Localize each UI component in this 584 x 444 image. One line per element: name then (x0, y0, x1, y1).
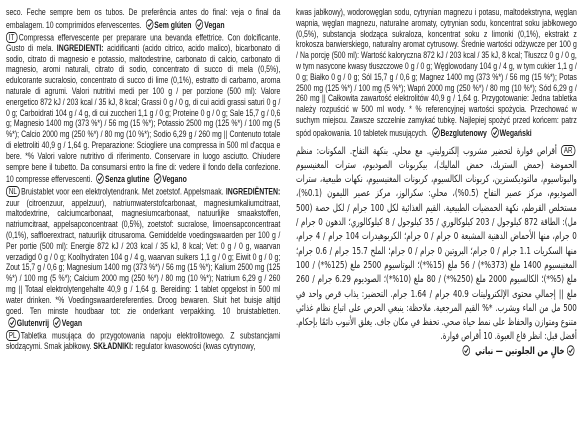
check-circle-icon (96, 173, 104, 184)
it-ingredients-label: INGREDIENTI: (56, 42, 104, 54)
check-circle-icon (491, 127, 499, 138)
pl-section-start (6, 330, 280, 353)
pt-gluten-free: Sem glúten (154, 19, 192, 31)
it-ingredients: acidificanti (acido citrico, acido malico), bicarbonato di sodio, citrato di magnesio e potassio, maltodestrine, carbonato di calcio, carbonato di magnesio, aromi naturali, citrato di sodio, concentrato di succo di mela (0,5%), edulcorante sucralosio, concentrato di succo di lime (0,1%), estratto di carbamo, aroma naturale di agrumi. Valori nutritivi medi per 100 g / per porzione (500 ml): Valore energetico 872 kJ / 203 kcal / 35 kJ, 8 kcal; Grassi 0 g / 0 g, di cui acidi grassi saturi 0 g / 0 g; Carboidrati 104 g / 4 g, di cui zuccheri 1,1 g / 0 g; Proteine 0 g / 0 g; Sale 15,7 g / 0,6 g; Magnesio 1400 mg (373 %*) / 56 mg (15 %*); Potassio 2500 mg (125 %*) / 100 mg (5 %*); Calcio 2000 mg (250 %*) / 80 mg (10 %*); Sodio 6,29 g / 260 mg || Contenuto totale di elettroliti 40,9 g / 1,64 g. Preparazione: Sciogliere una compressa in 500 ml d'acqua e bere. *% Valori valore nutritivo di riferimento. Conservare in luogo asciutto. Chiudere sempre bene il tubetto. Da consumarsi entro la fine di: vedere il fondo della confezione. 10 compresse effervescenti. (6, 42, 281, 186)
it-badges (94, 174, 187, 185)
check-circle-icon (154, 173, 162, 184)
nl-gluten-free: Glutenvrij (16, 318, 50, 330)
it-section (6, 32, 280, 187)
pl-badges (430, 128, 532, 139)
nl-vegan: Vegan (61, 318, 83, 330)
nl-badges (6, 318, 82, 329)
check-circle-icon (567, 345, 575, 356)
check-circle-icon (53, 317, 61, 328)
language-code-pl: PL (6, 330, 19, 341)
it-intro: Compressa effervescente per preparare una bevanda effettrice. Con dolcificante. Gusto di mela. (6, 32, 281, 54)
pt-text: seco. Feche sempre bem os tubos. De preferência antes do final: veja o final da embalagem. 10 comprimidos efervescentes. (6, 7, 281, 31)
check-circle-icon (146, 19, 154, 30)
nl-intro: Bruistablet voor een elektrolytendrank. Met zoetstof. Appelsmaak. (21, 186, 224, 198)
pt-badges (143, 20, 224, 31)
pl-vegan: Wegański (499, 127, 532, 139)
ar-badges-label: خالٍ من الجلوتين — نباتي (475, 345, 565, 357)
it-vegan: Vegano (162, 174, 187, 186)
pl-intro: Tabletka musująca do przygotowania napoju elektrolitowego. Z substancjami słodzącymi. Smak jabłkowy. (6, 330, 281, 353)
nl-ingredients-label: INGREDIËNTEN: (225, 186, 281, 198)
pl-ingredients-label: SKŁADNIKI: (93, 341, 134, 353)
language-code-nl: NL (6, 186, 20, 197)
ar-badges (296, 345, 577, 359)
ar-body: أقراص فوارة لتحضير مشروب إلكتروليتي. مع محلي. بنكهة التفاح. المكونات: منظم الحموضة (حمض الستريك، حمض الماليك)، بيكربونات الصوديوم، سترات المغنيسيوم والبوتاسيوم، مالتوديكسترين، كربونات الكالسيوم، كربونات المغنيسيوم، نكهات طبيعية، سترات الصوديوم، مركز عصير التفاح (0.5%)، محلي: سكرالوز، مركز عصير الليمون (0.1%)، مستخلص القرطم، نكهة الحمضيات الطبيعية. القيم الغذائية لكل 100 جرام / لكل حصة (500 مل): الطاقة 872 كيلوجول / 203 كيلوكالوري / 35 كيلوجول / 8 كيلوكالوري؛ الدهون 0 جرام / 0 جرام، منها الأحماض الدهنية المشبعة 0 جرام / 0 جرام؛ الكربوهيدرات 104 جرام / 4 جرام، منها السكريات 1.1 جرام / 0 جرام؛ البروتين 0 جرام / 0 جرام؛ الملح 15.7 جرام / 0.6 جرام؛ المغنيسيوم 1400 ملغ (373%*) / 56 ملغ (15%*)؛ البوتاسيوم 2500 ملغ (125%*) / 100 ملغ (5%*)؛ الكالسيوم 2000 ملغ (250%*) / 80 ملغ (10%*)؛ الصوديوم 6.29 جرام / 260 ملغ || إجمالي محتوى الإلكتروليتات 40.9 جرام / 1.64 جرام. التحضير: يذاب قرص واحد في 500 مل من الماء ويشرب. *% القيم المرجعية. ملاحظة: ينبغي الحرص على اتباع نظام غذائي متنوع ومتوازن والحفاظ على نمط حياة صحي. تحفظ في مكان جاف. يغلق الأنبوب دائمًا بإحكام. أفضل قبل: انظر قاع العبوة. 10 أقراص فوارة. (296, 145, 577, 343)
pl-gluten-free: Bezglutenowy (440, 127, 487, 139)
language-code-ar: AR (561, 145, 575, 156)
ar-section (296, 145, 577, 359)
check-circle-icon (8, 317, 16, 328)
pl-ingredients-continued: kwas jabłkowy), wodorowęglan sodu, cytrynian magnezu i potasu, maltodekstryna, węglan wapnia, węglan magnezu, naturalne aromaty, cytrynian sodu, koncentrat soku jabłkowego (0,5%), substancja słodząca sukraloza, koncentrat soku z limonki (0,1%), ekstrakt z krokosza barwierskiego, naturalny aromat cytrusowy. Średnie wartości odżywcze per 100 g / Na porcję (500 ml): Wartość kaloryczna 872 kJ / 203 kcal / 35 kJ, 8 kcal; Tłuszcz 0 g / 0 g, w tym nasycone kwasy tłuszczowe 0 g / 0 g; Węglowodany 104 g / 4 g, w tym cukier 1,1 g / 0 g; Białko 0 g / 0 g; Sól 15,7 g / 0,6 g; Magnez 1400 mg (373 %*) / 56 mg (15 %*); Potas 2500 mg (125 %*) / 100 mg (5 %*); Wapń 2000 mg (250 %*) / 80 mg (10 %*); Sód 6,29 g / 260 mg || Całkowita zawartość elektrolitów 40,9 g / 1,64 g. Przygotowanie: Jedna tabletka należy rozpuścić w 500 ml wody. * % referencyjnej wartości spożycia. Przechować w suchym miejscu. Zawsze szczelnie zamykać tubkę. Najlepiej spożyć przed końcem: patrz spód opakowania. 10 tabletek musujących. (296, 7, 577, 139)
label-left-column (6, 8, 280, 438)
language-code-it: IT (6, 32, 17, 43)
label-right-column (296, 8, 577, 438)
pt-section (6, 8, 280, 32)
pl-section-continued (296, 8, 577, 140)
ar-text (296, 145, 577, 345)
check-circle-icon (463, 345, 471, 356)
check-circle-icon (196, 19, 204, 30)
check-circle-icon (432, 127, 440, 138)
nl-section (6, 186, 280, 330)
it-gluten-free: Senza glutine (104, 174, 150, 186)
pt-vegan: Vegan (204, 19, 225, 31)
pl-ingredients-start: regulator kwasowości (kwas cytrynowy, (133, 341, 256, 353)
nl-ingredients: zuur (citroenzuur, appelzuur), natriumwaterstofcarbonaat, magnesiumkaliumcitraat, maltodextrine, calciumcarbonaat, magnesiumcarbonaat, natuurlijke smaakstoffen, natriumcitraat, appelsapconcentraat (0,5%), zoetstof: sucralose, limoensapconcentraat (0,1%), saffloerextract, natuurlijk citrusaroma. Gemiddelde voedingswaarden per 100 g / Per portie (500 ml): Energie 872 kJ / 203 kcal / 35 kJ, 8 kcal; Vet: 0 g / 0 g, waarvan verzadigd 0 g / 0 g; Koolhydraten 104 g / 4 g, waarvan suikers 1,1 g / 0 g; Eiwit 0 g / 0 g; Zout 15,7 g / 0,6 g; Magnesium 1400 mg (373 %*) / 56 mg (15 %*); Kalium 2500 mg (125 %*) / 100 mg (5 %*); Calcium 2000 mg (250 %*) / 80 mg (10 %*); Natrium 6,29 g / 260 mg || Totaal elektrolytengehalte 40,9 g / 1,64 g. Bereiding: 1 tablet opgelost in 500 ml water drinken. *% Voedingswaardereferenties. Droog bewaren. Sluit het buisje altijd goed. Ten minste houdbaar tot: zie onderkant verpakking. 10 bruistabletten. (6, 197, 281, 317)
